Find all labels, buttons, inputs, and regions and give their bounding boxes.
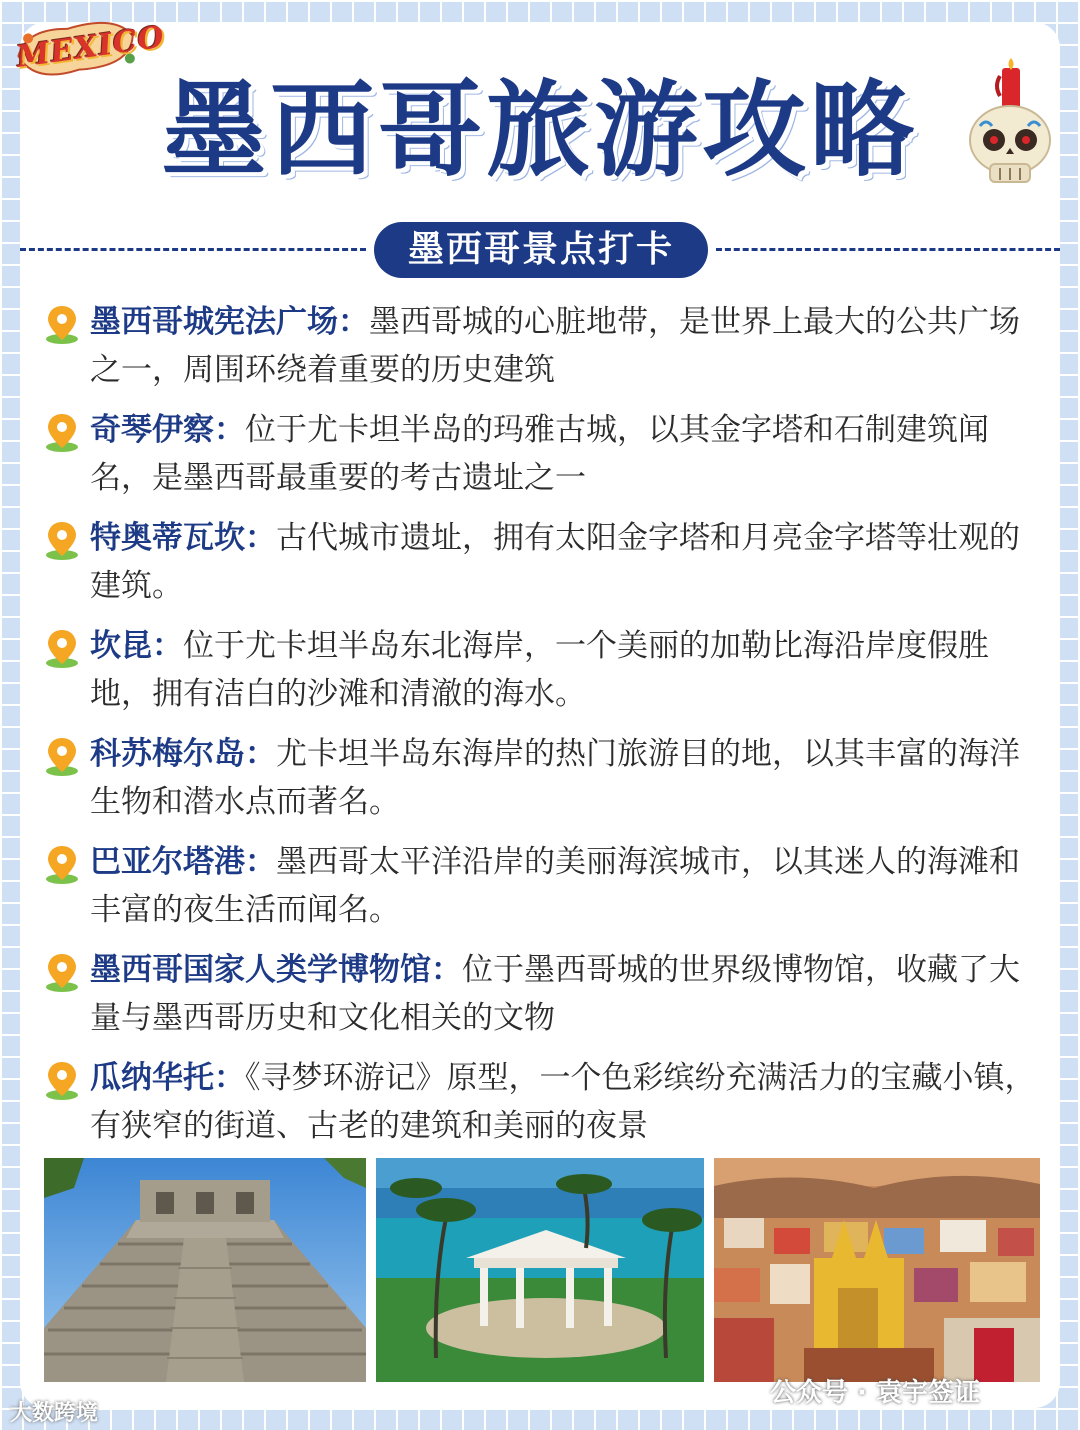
watermark-left: 大数跨境	[10, 1401, 99, 1426]
attraction-name: 墨西哥城宪法广场：	[90, 304, 369, 340]
location-pin-icon	[44, 412, 80, 452]
location-pin-icon	[44, 952, 80, 992]
attraction-desc: 位于尤卡坦半岛的玛雅古城，以其金字塔和石制建筑闻名，是墨西哥最重要的考古遗址之一	[90, 412, 989, 496]
guanajuato-photo	[714, 1158, 1040, 1382]
attraction-name: 瓜纳华托：	[90, 1060, 245, 1096]
attraction-name: 科苏梅尔岛：	[90, 736, 276, 772]
attraction-desc: 尤卡坦半岛东海岸的热门旅游目的地，以其丰富的海洋生物和潜水点而著名。	[90, 736, 1020, 820]
watermark-right: 公众号 · 袁宇签证	[770, 1378, 980, 1408]
attraction-desc: 《寻梦环游记》原型，一个色彩缤纷充满活力的宝藏小镇，有狭窄的街道、古老的建筑和美丽的夜景	[90, 1060, 1036, 1144]
list-item	[44, 946, 1044, 1042]
list-item	[44, 406, 1044, 502]
attraction-desc: 墨西哥城的心脏地带，是世界上最大的公共广场之一，周围环绕着重要的历史建筑	[90, 304, 1020, 388]
list-item	[44, 730, 1044, 826]
list-item	[44, 514, 1044, 610]
attraction-name: 奇琴伊察：	[90, 412, 245, 448]
page-title: 墨西哥旅游攻略	[161, 69, 918, 191]
attraction-name: 墨西哥国家人类学博物馆：	[90, 952, 462, 988]
beach-gazebo-photo	[376, 1158, 704, 1382]
attraction-list	[44, 298, 1044, 1162]
section-header	[20, 222, 1060, 278]
divider-left	[20, 248, 366, 251]
location-pin-icon	[44, 1060, 80, 1100]
skull-candle-icon	[960, 56, 1060, 186]
attraction-desc: 位于墨西哥城的世界级博物馆，收藏了大量与墨西哥历史和文化相关的文物	[90, 952, 1020, 1036]
location-pin-icon	[44, 304, 80, 344]
list-item	[44, 1054, 1044, 1150]
attraction-name: 巴亚尔塔港：	[90, 844, 276, 880]
location-pin-icon	[44, 736, 80, 776]
location-pin-icon	[44, 628, 80, 668]
attraction-desc: 古代城市遗址，拥有太阳金字塔和月亮金字塔等壮观的建筑。	[90, 520, 1020, 604]
attraction-desc: 墨西哥太平洋沿岸的美丽海滨城市，以其迷人的海滩和丰富的夜生活而闻名。	[90, 844, 1020, 928]
list-item	[44, 838, 1044, 934]
location-pin-icon	[44, 520, 80, 560]
attraction-desc: 位于尤卡坦半岛东北海岸，一个美丽的加勒比海沿岸度假胜地，拥有洁白的沙滩和清澈的海水。	[90, 628, 989, 712]
attraction-name: 坎昆：	[90, 628, 183, 664]
section-label: 墨西哥景点打卡	[374, 222, 708, 278]
location-pin-icon	[44, 844, 80, 884]
attraction-name: 特奥蒂瓦坎：	[90, 520, 276, 556]
pyramid-photo	[44, 1158, 366, 1382]
photo-strip	[44, 1158, 1040, 1382]
badge-text: MEXICO	[14, 19, 168, 76]
list-item	[44, 622, 1044, 718]
divider-right	[716, 248, 1060, 251]
list-item	[44, 298, 1044, 394]
